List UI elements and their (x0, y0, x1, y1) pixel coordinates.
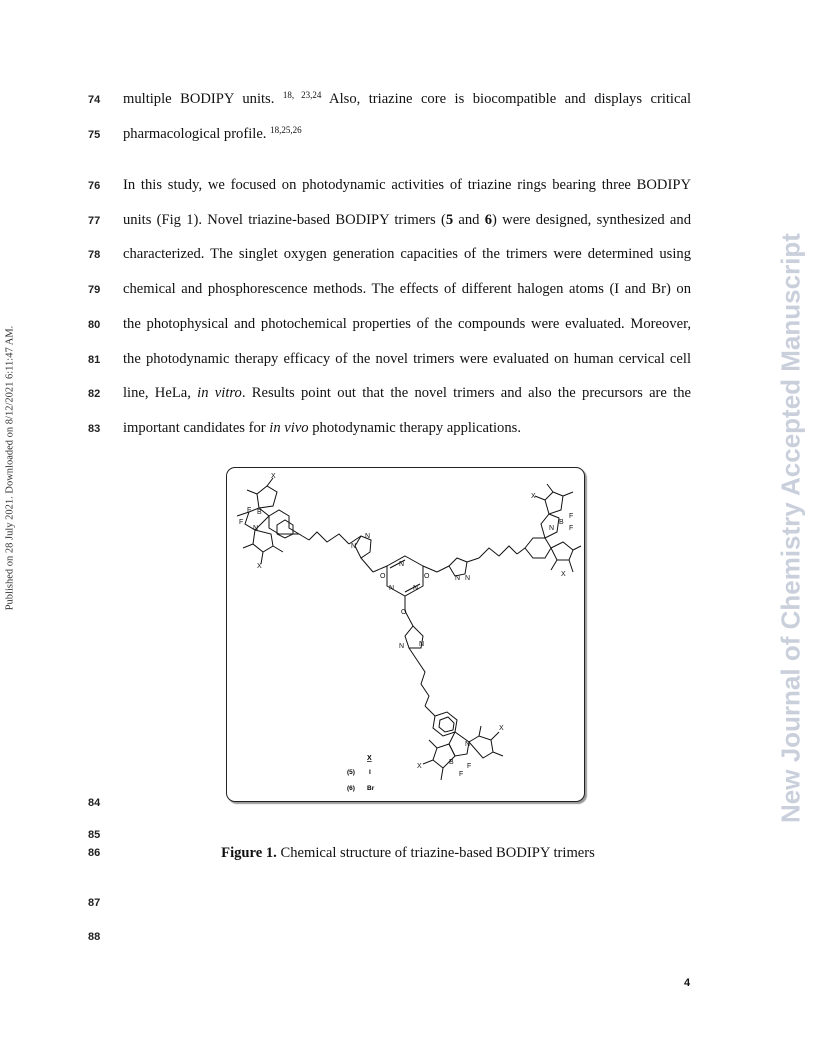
body-line: multiple BODIPY units. $^{18, 23,24}$ Also, triazine core is biocompatible and displays critical (123, 90, 691, 107)
line-number: 87 (88, 897, 101, 909)
line-number: 75 (88, 129, 101, 141)
svg-text:N: N (399, 561, 405, 568)
page-number: 4 (684, 977, 691, 989)
key-header: X (367, 755, 372, 762)
body-line: In this study, we focused on photodynamic activities of triazine rings bearing three BODIPY (123, 177, 691, 193)
svg-text:N: N (455, 575, 461, 582)
body-line: line, HeLa, in vitro. Results point out that the novel trimers and also the precursors are the (123, 385, 691, 401)
compound-5-label: (5) (347, 769, 355, 776)
svg-text:F: F (459, 771, 464, 778)
line-number: 83 (88, 423, 101, 435)
svg-text:X: X (257, 563, 262, 570)
svg-text:N: N (465, 741, 471, 748)
line-number: 80 (88, 319, 101, 331)
body-line: characterized. The singlet oxygen generation capacities of the trimers were determined using (123, 246, 691, 262)
line-number: 86 (88, 847, 101, 859)
body-line: the photodynamic therapy efficacy of the novel trimers were evaluated on human cervical cell (123, 351, 691, 367)
citation: 18,25,26 (270, 125, 302, 135)
line-number: 76 (88, 180, 101, 192)
svg-text:X: X (561, 571, 566, 578)
line-number: 79 (88, 284, 101, 296)
svg-text:F: F (467, 763, 472, 770)
line-number: 78 (88, 249, 101, 261)
svg-text:X: X (417, 763, 422, 770)
svg-text:B: B (559, 519, 564, 526)
body-line: pharmacological profile. $^{18,25,26}$ (123, 125, 302, 142)
svg-text:X: X (531, 493, 536, 500)
svg-text:O: O (380, 573, 386, 580)
compound-6-label: (6) (347, 785, 355, 792)
svg-text:N: N (413, 585, 419, 592)
svg-text:X: X (499, 725, 504, 732)
line-number: 88 (88, 931, 101, 943)
svg-text:N: N (399, 643, 405, 650)
figure-caption: Figure 1. Chemical structure of triazine-based BODIPY trimers (221, 845, 595, 861)
svg-text:O: O (401, 609, 407, 616)
svg-text:F: F (247, 507, 252, 514)
svg-text:F: F (569, 513, 574, 520)
body-line: the photophysical and photochemical properties of the compounds were evaluated. Moreover, (123, 316, 691, 332)
molecule-drawing (227, 468, 584, 801)
figure-1-chemical-structure (226, 467, 585, 802)
svg-text:F: F (239, 519, 244, 526)
line-number: 74 (88, 94, 101, 106)
compound-6-x: Br (367, 785, 375, 792)
line-number: 85 (88, 829, 101, 841)
svg-text:N: N (419, 641, 425, 648)
body-line: important candidates for in vivo photodynamic therapy applications. (123, 420, 521, 436)
citation: 18, 23,24 (282, 90, 322, 100)
svg-text:B: B (257, 509, 262, 516)
line-number: 81 (88, 354, 101, 366)
svg-text:O: O (424, 573, 430, 580)
compound-5-x: I (369, 769, 371, 776)
svg-text:N: N (365, 533, 371, 540)
line-number: 82 (88, 388, 101, 400)
line-number: 84 (88, 797, 101, 809)
svg-text:N: N (389, 585, 395, 592)
svg-text:X: X (271, 473, 276, 480)
svg-text:N: N (351, 543, 357, 550)
svg-text:N: N (253, 525, 259, 532)
svg-text:B: B (449, 759, 454, 766)
line-number: 77 (88, 215, 101, 227)
body-line: chemical and phosphorescence methods. The effects of different halogen atoms (I and Br) on (123, 281, 691, 297)
body-line: units (Fig 1). Novel triazine-based BODIPY trimers (5 and 6) were designed, synthesized and (123, 212, 691, 228)
svg-text:N: N (549, 525, 555, 532)
svg-text:F: F (569, 525, 574, 532)
svg-text:N: N (465, 575, 471, 582)
